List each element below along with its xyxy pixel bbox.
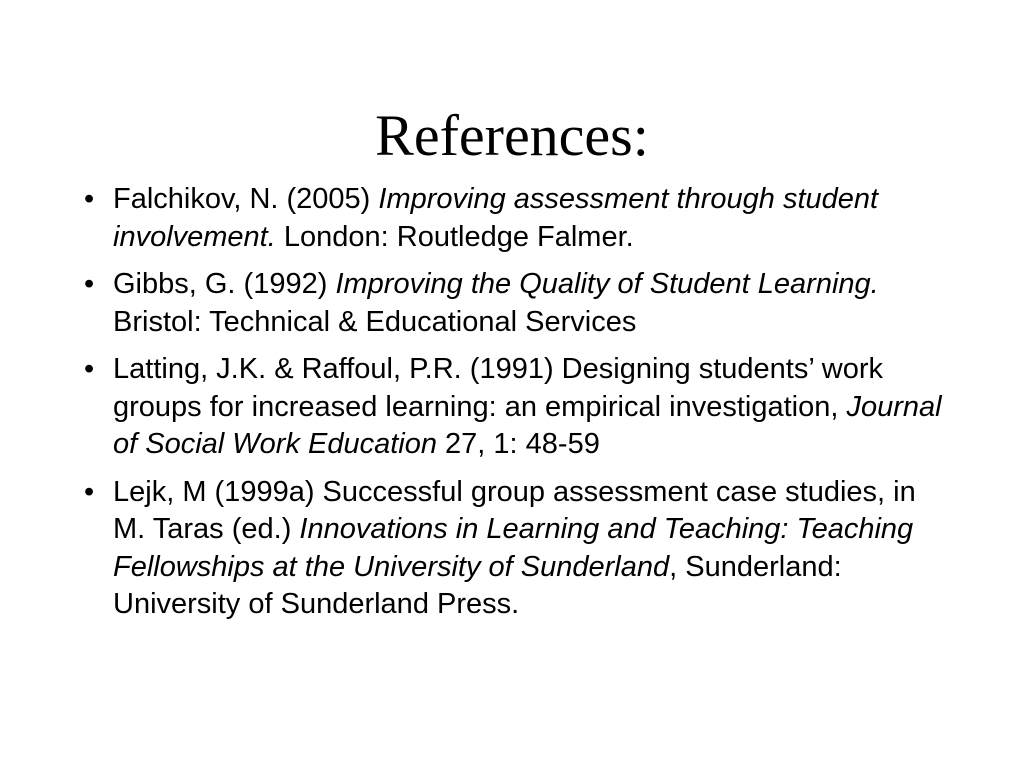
reference-item — [84, 266, 944, 341]
slide-title: References: — [375, 103, 649, 168]
reference-text: Lejk, M (1999a) Successful group assessment case studies, in M. Taras (ed.) — [113, 475, 916, 545]
reference-title: Innovations in Learning and Teaching: Teaching Fellowships at the University of Sunderland — [113, 513, 914, 583]
reference-publisher: , Sunderland: University of Sunderland Press. — [113, 550, 842, 620]
reference-title: Improving the Quality of Student Learning. — [335, 268, 879, 300]
reference-title: Improving assessment through student involvement. — [113, 183, 879, 253]
references-list — [84, 181, 944, 634]
bullet-icon: • — [84, 353, 95, 385]
reference-text: Falchikov, N. (2005) — [113, 183, 379, 215]
reference-publisher: Bristol: Technical & Educational Services — [113, 305, 637, 338]
reference-text: Latting, J.K. & Raffoul, P.R. (1991) Designing students’ work groups for increased learning: an empirical investigation, — [113, 353, 883, 423]
bullet-icon: • — [84, 268, 95, 300]
reference-item — [84, 181, 944, 256]
reference-text: Gibbs, G. (1992) — [113, 268, 336, 300]
reference-volume: 27, 1: 48-59 — [436, 428, 600, 460]
reference-publisher: London: Routledge Falmer. — [275, 220, 634, 253]
reference-item — [84, 351, 944, 464]
reference-item — [84, 474, 944, 624]
bullet-icon: • — [84, 475, 95, 508]
bullet-icon: • — [84, 183, 95, 215]
reference-journal: Journal of Social Work Education — [113, 390, 942, 460]
